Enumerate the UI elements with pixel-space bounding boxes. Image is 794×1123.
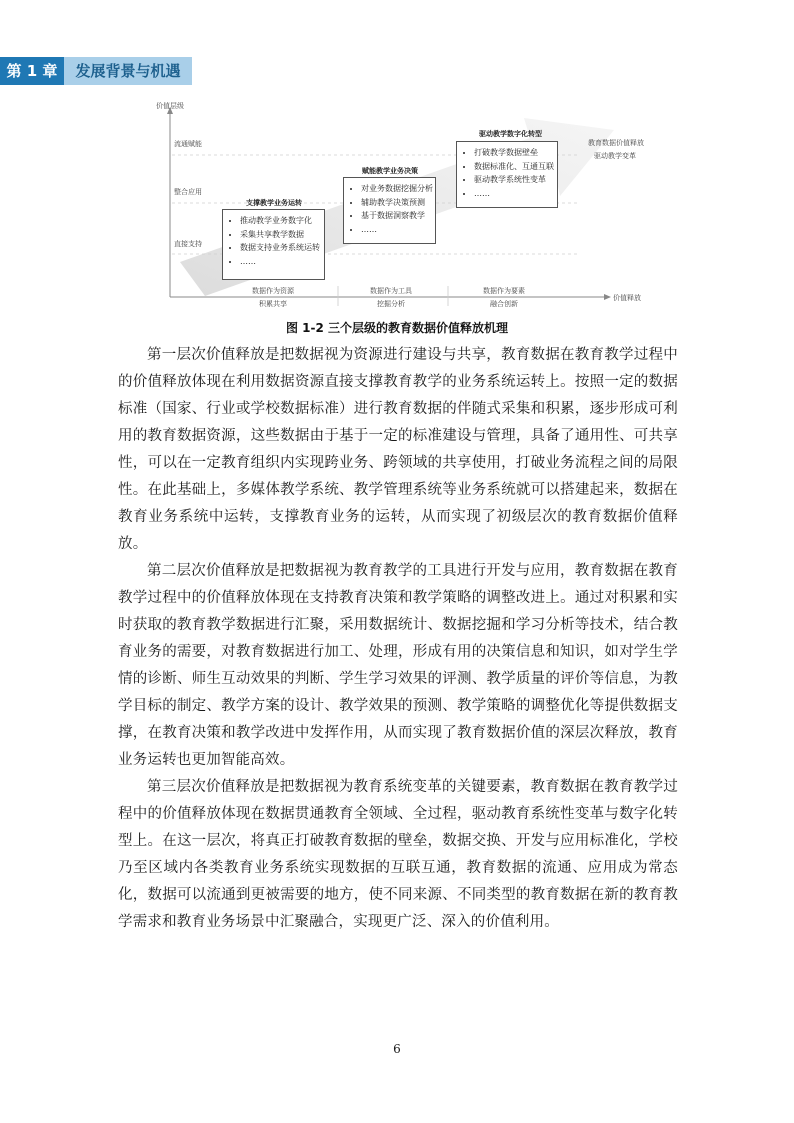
box-1-item: • 推动教学业务数字化 xyxy=(240,214,318,228)
box-3-item: • 数据标准化、互通互联 xyxy=(474,160,551,174)
box-2-item: • 辅助教学决策预测 xyxy=(361,196,429,210)
box-title-1: 支撑教学业务运转 xyxy=(246,199,302,207)
x-axis-arrowhead xyxy=(604,294,611,300)
box-2-item: • 基于数据洞察教学 xyxy=(361,209,429,223)
chapter-title: 发展背景与机遇 xyxy=(64,57,192,85)
body-text xyxy=(118,342,678,936)
x-stage-1-line2: 积累共享 xyxy=(259,300,287,308)
box-3-item: • 打破教学数据壁垒 xyxy=(474,146,551,160)
paragraph: 第二层次价值释放是把数据视为教育教学的工具进行开发与应用，教育数据在教育教学过程中的价值释放体现在支持教育决策和教学策略的调整改进上。通过对积累和实时获取的教育教学数据进行汇聚，采用数据统计、数据挖掘和学习分析等技术，结合教育业务的需要，对教育数据进行加工、处理，形成有用的决策信息和知识，如对学生学情的诊断、师生互动效果的判断、学生学习效果的评测、教学质量的评价等信息，为教学目标的制定、教学方案的设计、教学效果的预测、教学策略的调整优化等提供数据支撑，在教育决策和教学改进中发挥作用，从而实现了教育数据价值的深层次释放，教育业务运转也更加智能高效。 xyxy=(118,563,678,768)
page-number: 6 xyxy=(393,1042,401,1056)
chapter-number: 第 1 章 xyxy=(0,57,64,85)
y-level-1: 流通赋能 xyxy=(174,140,202,148)
box-1-item: • 采集共享教学数据 xyxy=(240,228,318,242)
y-axis-label: 价值层级 xyxy=(156,102,184,110)
box-title-2: 赋能教学业务决策 xyxy=(362,167,418,175)
box-2-item: • 对业务数据挖掘分析 xyxy=(361,182,429,196)
figure-caption: 图 1-2 三个层级的教育数据价值释放机理 xyxy=(285,321,509,335)
y-level-3: 直接支持 xyxy=(174,240,202,248)
x-stage-2-line1: 数据作为工具 xyxy=(370,287,412,295)
level-1-box xyxy=(222,209,325,280)
y-level-2: 整合应用 xyxy=(174,188,202,196)
box-2-item: • …… xyxy=(361,223,429,237)
x-axis-label: 价值释放 xyxy=(613,294,641,302)
top-right-label-line1: 教育数据价值释放 xyxy=(588,139,644,147)
paragraph: 第一层次价值释放是把数据视为资源进行建设与共享，教育数据在教育教学过程中的价值释放体现在利用数据资源直接支撑教育教学的业务系统运转上。按照一定的数据标准（国家、行业或学校数据标准）进行教育数据的伴随式采集和积累，逐步形成可利用的教育数据资源，这些数据由于基于一定的标准建设与管理，具备了通用性、可共享性，可以在一定教育组织内实现跨业务、跨领域的共享使用，打破业务流程之间的局限性。在此基础上，多媒体教学系统、教学管理系统等业务系统就可以搭建起来，数据在教育业务系统中运转，支撑教育业务的运转，从而实现了初级层次的教育数据价值释放。 xyxy=(118,347,678,552)
box-3-item: • …… xyxy=(474,187,551,201)
x-stage-3-line2: 融合创新 xyxy=(490,300,518,308)
level-2-box xyxy=(343,177,436,244)
box-1-item: • 数据支持业务系统运转 xyxy=(240,241,318,255)
top-right-label-line2: 驱动教学变革 xyxy=(594,152,636,160)
level-3-box xyxy=(456,141,558,208)
x-stage-1-line1: 数据作为资源 xyxy=(252,287,294,295)
figure-graphics xyxy=(0,0,794,320)
value-release-figure xyxy=(0,0,794,320)
box-3-item: • 驱动教学系统性变革 xyxy=(474,173,551,187)
box-1-item: • …… xyxy=(240,255,318,269)
x-stage-3-line1: 数据作为要素 xyxy=(483,287,525,295)
x-stage-2-line2: 挖掘分析 xyxy=(377,300,405,308)
paragraph: 第三层次价值释放是把数据视为教育系统变革的关键要素，教育数据在教育教学过程中的价值释放体现在数据贯通教育全领域、全过程，驱动教育系统性变革与数字化转型上。在这一层次，将真正打破教育数据的壁垒，数据交换、开发与应用标准化，学校乃至区域内各类教育业务系统实现数据的互联互通，教育数据的流通、应用成为常态化，数据可以流通到更被需要的地方，使不同来源、不同类型的教育数据在新的教育教学需求和教育业务场景中汇聚融合，实现更广泛、深入的价值利用。 xyxy=(118,779,678,930)
box-title-3: 驱动教学数字化转型 xyxy=(479,130,542,138)
